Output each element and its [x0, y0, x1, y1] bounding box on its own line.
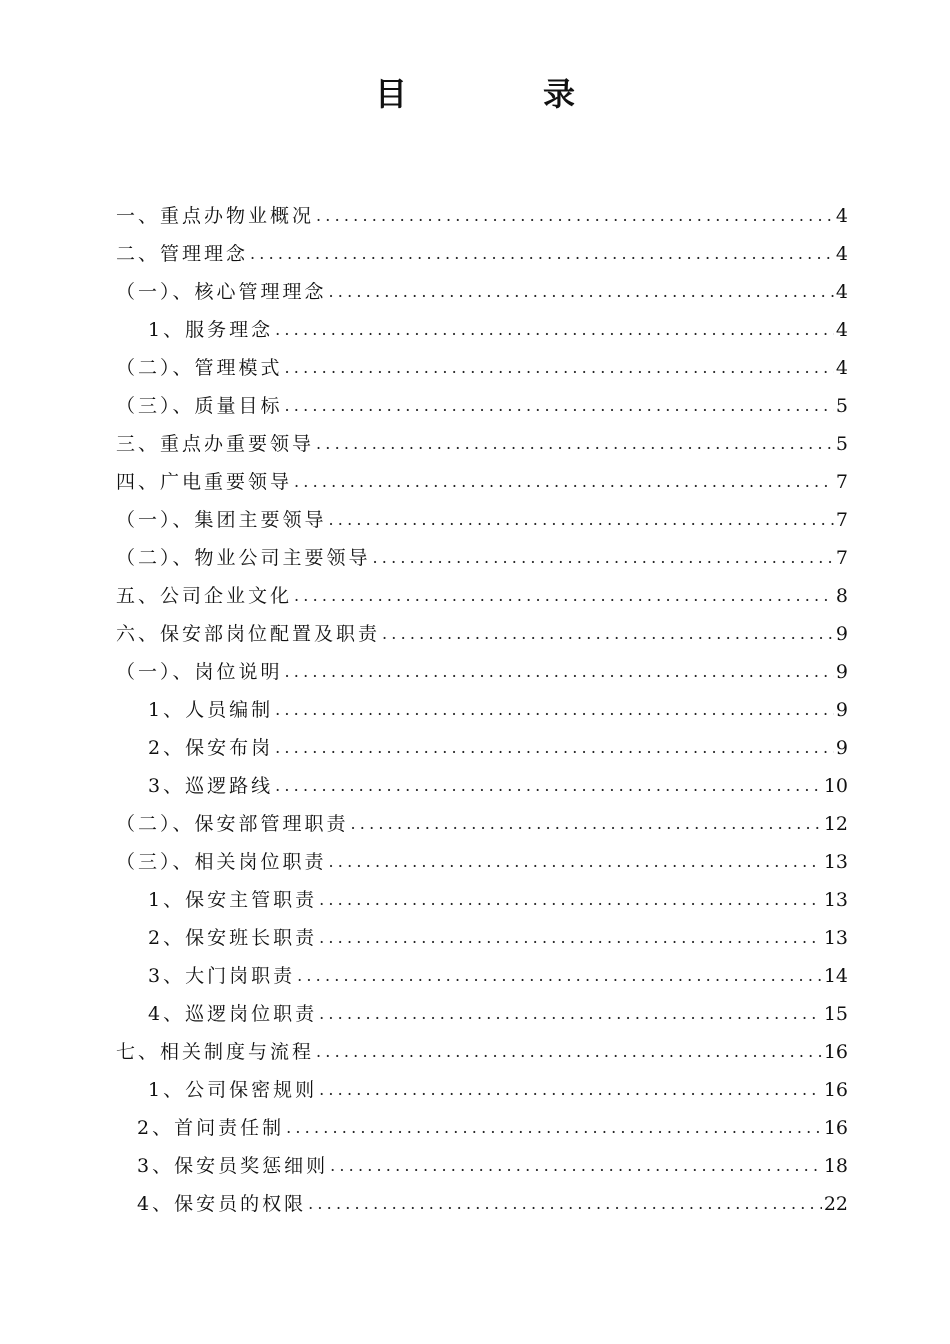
toc-entry-page: 16 [823, 1041, 848, 1063]
dot-leader [285, 394, 834, 418]
toc-entry[interactable] [148, 722, 848, 760]
toc-entry-label: （一）、岗位说明 [116, 661, 283, 683]
toc-entry-label: 3、保安员奖惩细则 [137, 1155, 329, 1177]
toc-entry-page: 5 [835, 433, 848, 455]
dot-leader [373, 546, 834, 570]
toc-entry[interactable] [116, 456, 848, 494]
dot-leader [275, 698, 834, 722]
dot-leader [319, 1002, 822, 1026]
dot-leader [285, 356, 834, 380]
toc-entry-label: （二）、管理模式 [116, 357, 283, 379]
toc-entry-label: 1、人员编制 [148, 699, 274, 721]
page-title: 目 录 [374, 75, 627, 113]
toc-entry[interactable] [148, 912, 848, 950]
toc-entry-label: 4、保安员的权限 [137, 1193, 307, 1215]
toc-entry[interactable] [148, 304, 848, 342]
toc-entry-label: 三、重点办重要领导 [116, 433, 315, 455]
toc-entry-label: （一）、集团主要领导 [116, 509, 327, 531]
toc-entry-label: （三）、相关岗位职责 [116, 851, 327, 873]
toc-entry-page: 4 [835, 319, 848, 341]
dot-leader [294, 584, 834, 608]
toc-entry[interactable] [116, 380, 848, 418]
toc-entry-label: 四、广电重要领导 [116, 471, 293, 493]
toc-entry-label: 1、服务理念 [148, 319, 274, 341]
toc-entry[interactable] [137, 1102, 848, 1140]
toc-entry-page: 14 [823, 965, 848, 987]
toc-entry-page: 9 [835, 623, 848, 645]
toc-entry[interactable] [116, 228, 848, 266]
toc-entry-label: 七、相关制度与流程 [116, 1041, 315, 1063]
toc-entry-label: 3、大门岗职责 [148, 965, 296, 987]
dot-leader [382, 622, 834, 646]
toc-entry[interactable] [116, 608, 848, 646]
toc-entry[interactable] [148, 950, 848, 988]
dot-leader [319, 926, 822, 950]
dot-leader [286, 1116, 822, 1140]
toc-entry-label: 六、保安部岗位配置及职责 [116, 623, 381, 645]
toc-entry-label: 2、保安布岗 [148, 737, 274, 759]
toc-entry-label: 五、公司企业文化 [116, 585, 293, 607]
toc-entry-page: 9 [835, 661, 848, 683]
dot-leader [316, 1040, 822, 1064]
toc-entry[interactable] [148, 760, 848, 798]
dot-leader [285, 660, 834, 684]
toc-entry-page: 7 [835, 547, 848, 569]
toc-entry-label: 二、管理理念 [116, 243, 249, 265]
toc-entry[interactable] [116, 266, 848, 304]
dot-leader [275, 318, 834, 342]
toc-entry-label: 3、巡逻路线 [148, 775, 274, 797]
toc-entry[interactable] [137, 1140, 848, 1178]
toc-entry[interactable] [116, 418, 848, 456]
toc-entry-label: （二）、物业公司主要领导 [116, 547, 371, 569]
toc-entry[interactable] [116, 532, 848, 570]
dot-leader [297, 964, 822, 988]
toc-entry-page: 12 [823, 813, 848, 835]
dot-leader [351, 812, 822, 836]
dot-leader [275, 736, 834, 760]
toc-entry[interactable] [116, 646, 848, 684]
dot-leader [319, 1078, 822, 1102]
toc-entry-page: 5 [835, 395, 848, 417]
toc-entry-label: 2、首问责任制 [137, 1117, 285, 1139]
dot-leader [316, 204, 834, 228]
toc-entry-page: 4 [835, 281, 848, 303]
toc-entry-page: 9 [835, 737, 848, 759]
toc-entry[interactable] [137, 1178, 848, 1216]
toc-entry-page: 22 [823, 1193, 848, 1215]
dot-leader [250, 242, 834, 266]
toc-entry-page: 4 [835, 243, 848, 265]
dot-leader [329, 850, 822, 874]
toc-entry-page: 7 [835, 471, 848, 493]
toc-entry[interactable] [116, 570, 848, 608]
dot-leader [330, 1154, 822, 1178]
toc-entry-page: 10 [823, 775, 848, 797]
toc-entry-label: （二）、保安部管理职责 [116, 813, 349, 835]
toc-entry-label: 2、保安班长职责 [148, 927, 318, 949]
toc-entry[interactable] [116, 836, 848, 874]
toc-entry-page: 13 [823, 851, 848, 873]
toc-entry-label: 一、重点办物业概况 [116, 205, 315, 227]
toc-entry-page: 13 [823, 889, 848, 911]
toc-entry-label: （三）、质量目标 [116, 395, 283, 417]
toc-entry-page: 18 [823, 1155, 848, 1177]
toc-entry[interactable] [148, 874, 848, 912]
dot-leader [329, 280, 834, 304]
toc-entry[interactable] [148, 988, 848, 1026]
toc-entry-page: 16 [823, 1117, 848, 1139]
toc-entry[interactable] [116, 798, 848, 836]
toc-entry[interactable] [116, 494, 848, 532]
toc-entry[interactable] [116, 190, 848, 228]
dot-leader [275, 774, 822, 798]
toc-entry-label: 1、公司保密规则 [148, 1079, 318, 1101]
toc-entry-page: 13 [823, 927, 848, 949]
toc-entry-page: 16 [823, 1079, 848, 1101]
toc-entry-label: 4、巡逻岗位职责 [148, 1003, 318, 1025]
dot-leader [294, 470, 834, 494]
toc-entry[interactable] [148, 684, 848, 722]
toc-entry[interactable] [148, 1064, 848, 1102]
toc-entry-page: 9 [835, 699, 848, 721]
dot-leader [329, 508, 834, 532]
toc-entry-label: （一）、核心管理理念 [116, 281, 327, 303]
toc-entry-page: 4 [835, 205, 848, 227]
dot-leader [319, 888, 822, 912]
toc-entry[interactable] [116, 1026, 848, 1064]
toc-entry-label: 1、保安主管职责 [148, 889, 318, 911]
toc-entry-page: 7 [835, 509, 848, 531]
toc-entry-page: 4 [835, 357, 848, 379]
toc-entry-page: 15 [823, 1003, 848, 1025]
toc-entry-page: 8 [835, 585, 848, 607]
dot-leader [316, 432, 834, 456]
dot-leader [308, 1192, 822, 1216]
toc-entry[interactable] [116, 342, 848, 380]
